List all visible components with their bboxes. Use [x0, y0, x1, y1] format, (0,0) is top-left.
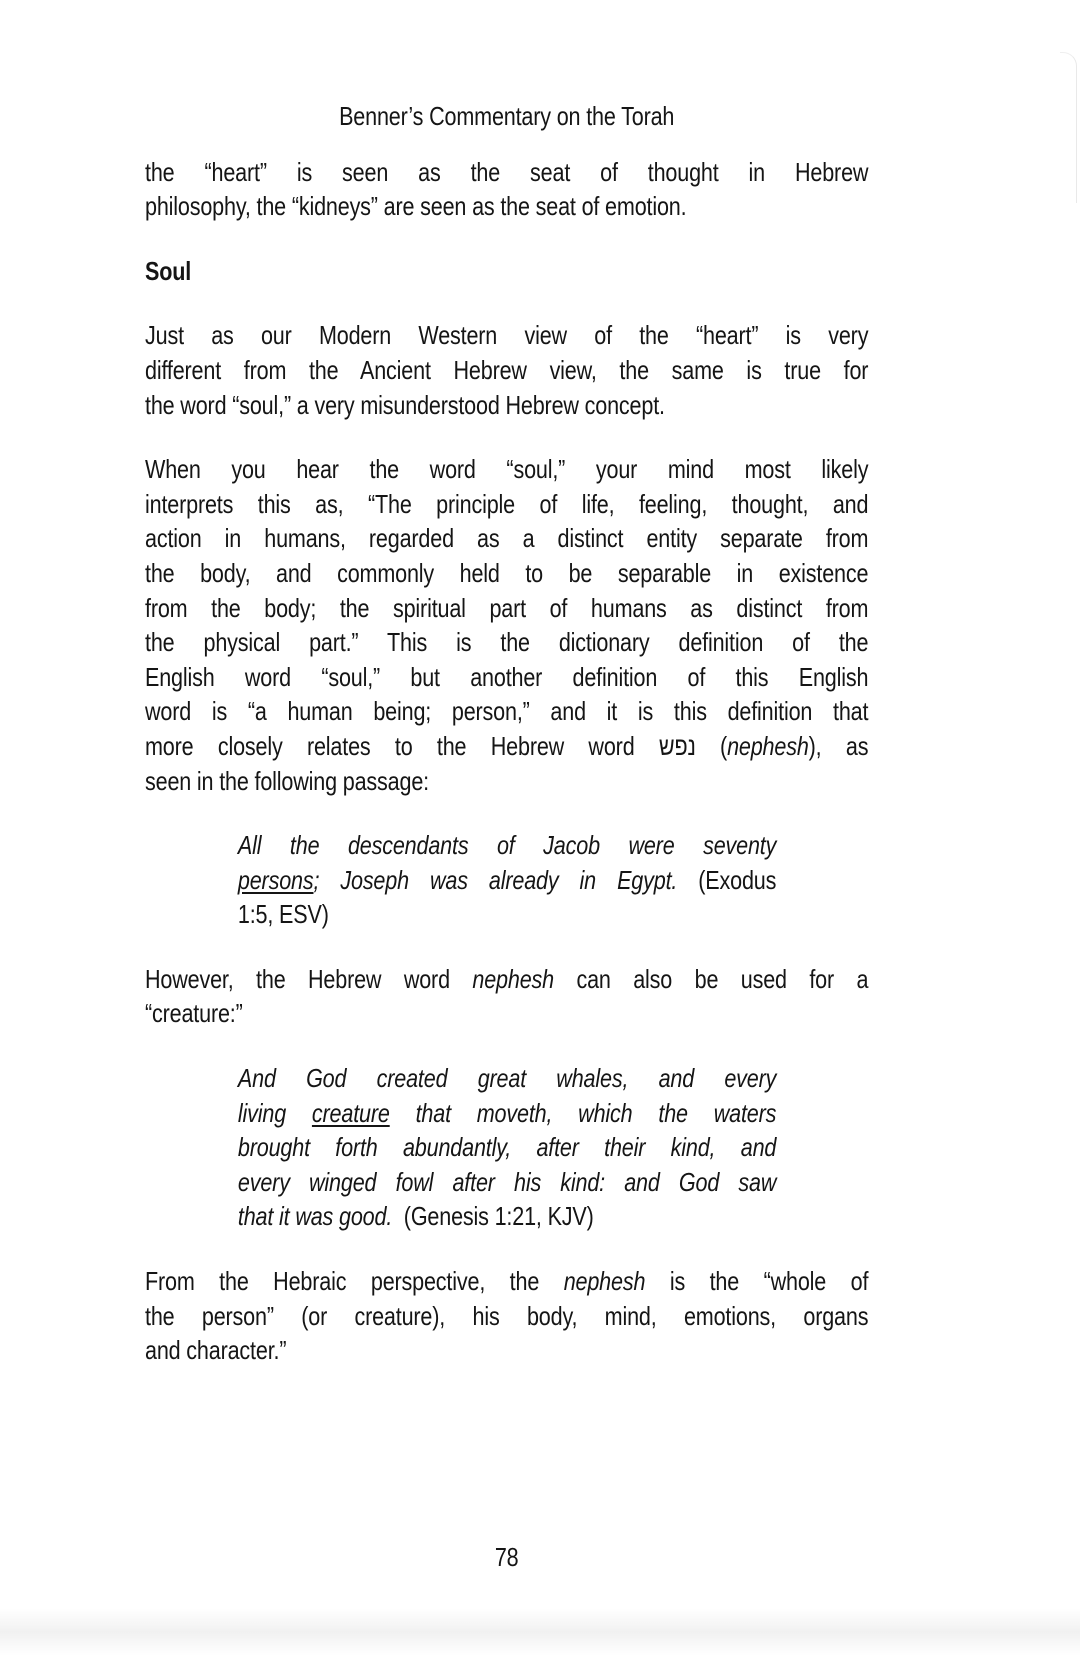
para-dictionary-definition-line: the physical part.” This is the dictionary definition of the [145, 627, 869, 658]
quote-exodus-1-5 [238, 828, 776, 932]
para-dictionary-definition-line: the body, and commonly held to be separable in existence [145, 557, 869, 588]
quote-exodus-1-5-line: persons; Joseph was already in Egypt. (Exodus [237, 864, 777, 895]
para-hebraic-perspective-line: the person” (or creature), his body, mind, emotions, organs [145, 1300, 869, 1331]
para-heart-kidneys-line: the “heart” is seen as the seat of thought in Hebrew [145, 156, 869, 187]
para-nephesh-creature-line: “creature:” [145, 998, 243, 1029]
quote-genesis-1-21 [238, 1061, 776, 1234]
para-modern-western-view [145, 318, 868, 422]
para-dictionary-definition-line: English word “soul,” but another definition of this English [145, 661, 869, 692]
para-dictionary-definition-line: more closely relates to the Hebrew word נפש (nephesh), as [145, 730, 869, 761]
para-hebraic-perspective-line: From the Hebraic perspective, the nephesh is the “whole of [145, 1266, 869, 1297]
quote-exodus-1-5-line: All the descendants of Jacob were seventy [237, 830, 777, 861]
para-dictionary-definition-line: When you hear the word “soul,” your mind most likely [145, 454, 869, 485]
para-dictionary-definition-line: interprets this as, “The principle of life, feeling, thought, and [145, 488, 869, 519]
page-bottom-shade [0, 1608, 1080, 1656]
para-hebraic-perspective [145, 1264, 868, 1368]
para-dictionary-definition-line: action in humans, regarded as a distinct entity separate from [145, 523, 869, 554]
heading-soul-line: Soul [145, 255, 192, 286]
para-heart-kidneys-line: philosophy, the “kidneys” are seen as the seat of emotion. [145, 191, 687, 222]
para-dictionary-definition-line: from the body; the spiritual part of humans as distinct from [145, 592, 869, 623]
para-nephesh-creature [145, 962, 868, 1031]
heading-soul [145, 254, 868, 289]
quote-genesis-1-21-line: living creature that moveth, which the waters [237, 1097, 777, 1128]
para-heart-kidneys [145, 155, 868, 224]
document-blocks [145, 155, 868, 1368]
page-number: 78 [494, 1541, 519, 1572]
quote-genesis-1-21-line: And God created great whales, and every [237, 1063, 777, 1094]
para-dictionary-definition-line: seen in the following passage: [145, 765, 429, 796]
running-header: Benner’s Commentary on the Torah [339, 101, 675, 131]
para-modern-western-view-line: different from the Ancient Hebrew view, the same is true for [145, 354, 869, 385]
page-corner-curl [1060, 52, 1077, 203]
quote-genesis-1-21-line: that it was good. (Genesis 1:21, KJV) [237, 1201, 594, 1232]
quote-exodus-1-5-line: 1:5, ESV) [237, 899, 329, 930]
para-modern-western-view-line: Just as our Modern Western view of the “heart” is very [145, 320, 869, 351]
para-dictionary-definition-line: word is “a human being; person,” and it is this definition that [145, 696, 869, 727]
para-hebraic-perspective-line: and character.” [145, 1335, 287, 1366]
quote-genesis-1-21-line: every winged fowl after his kind: and God saw [237, 1166, 777, 1197]
para-modern-western-view-line: the word “soul,” a very misunderstood Hebrew concept. [145, 389, 665, 420]
quote-genesis-1-21-line: brought forth abundantly, after their kind, and [237, 1132, 777, 1163]
para-dictionary-definition [145, 452, 868, 798]
book-page [145, 0, 868, 1574]
para-nephesh-creature-line: However, the Hebrew word nephesh can also be used for a [145, 963, 869, 994]
